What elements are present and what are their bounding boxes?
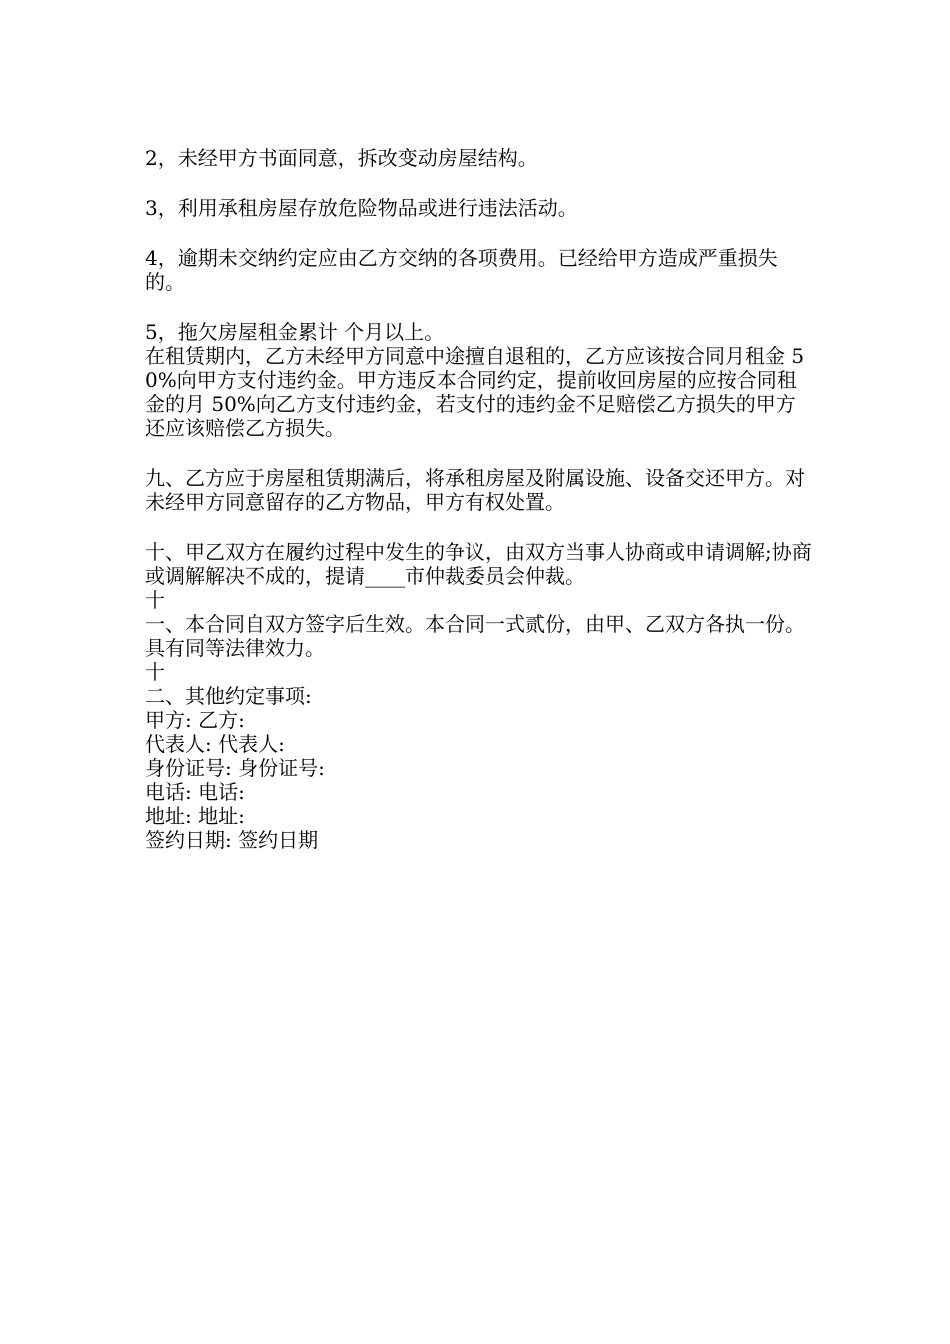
clause-nine: 九、乙方应于房屋租赁期满后，将承租房屋及附属设施、设备交还甲方。对未经甲方同意留存的乙方物品，甲方有权处置。	[145, 466, 805, 514]
clause-3: 3，利用承租房屋存放危险物品或进行违法活动。	[145, 196, 578, 220]
clause-eleven: 一、本合同自双方签字后生效。本合同一式贰份，由甲、乙双方各执一份。具有同等法律效力。	[145, 612, 805, 660]
signature-id-number: 身份证号: 身份证号:	[145, 756, 325, 780]
clause-2: 2，未经甲方书面同意，拆改变动房屋结构。	[145, 146, 538, 170]
signature-address: 地址: 地址:	[145, 804, 245, 828]
document-body	[145, 146, 813, 852]
signature-party: 甲方: 乙方:	[145, 708, 245, 732]
clause-twelve-prefix: 十	[145, 660, 165, 684]
clause-twelve: 二、其他约定事项:	[145, 684, 312, 708]
signature-date: 签约日期: 签约日期	[145, 828, 319, 852]
signature-phone: 电话: 电话:	[145, 780, 245, 804]
clause-5: 5，拖欠房屋租金累计 个月以上。	[145, 320, 445, 344]
clause-eleven-prefix: 十	[145, 588, 165, 612]
breach-penalty-paragraph: 在租赁期内，乙方未经甲方同意中途擅自退租的，乙方应该按合同月租金 50%向甲方支付违约金。甲方违反本合同约定，提前收回房屋的应按合同租金的月 50%向乙方支付违约金，若支付的违约金不足赔偿乙方损失的甲方还应该赔偿乙方损失。	[145, 344, 805, 440]
clause-4: 4，逾期未交纳约定应由乙方交纳的各项费用。已经给甲方造成严重损失的。	[145, 246, 778, 294]
clause-ten: 十、甲乙双方在履约过程中发生的争议，由双方当事人协商或申请调解;协商或调解解决不成的，提请____市仲裁委员会仲裁。	[145, 540, 812, 588]
signature-representative: 代表人: 代表人:	[145, 732, 285, 756]
